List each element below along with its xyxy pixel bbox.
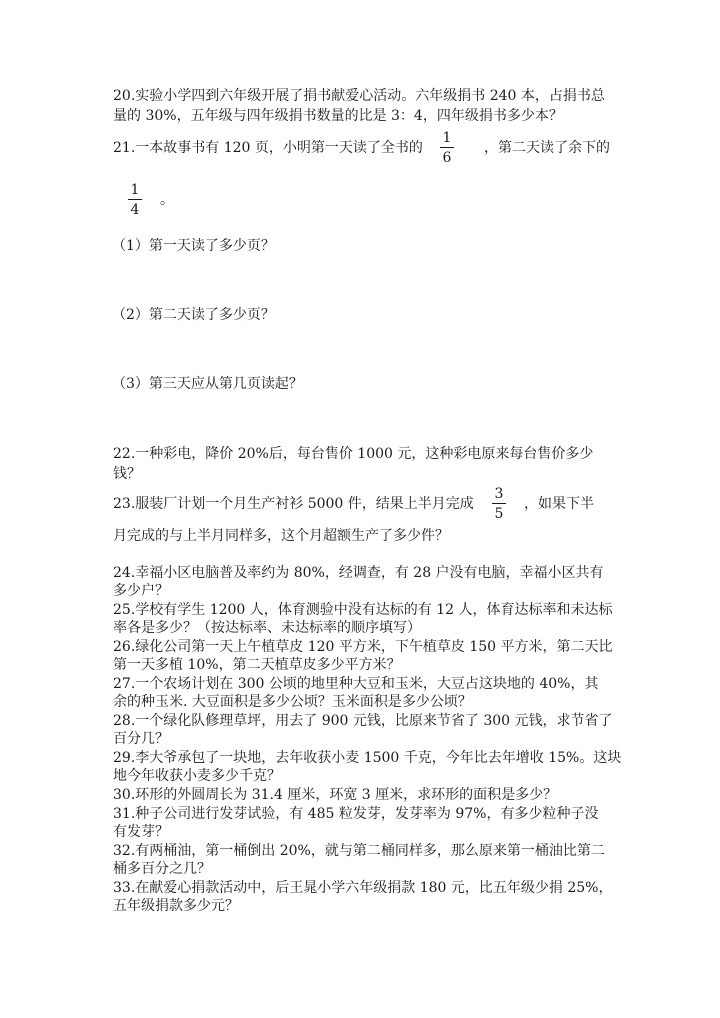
q28-line-1: 28.一个绿化队修理草坪，用去了 900 元钱，比原来节省了 300 元钱，求节省了 — [113, 713, 613, 729]
q20-line-2: 量的 30%，五年级与四年级捐书数量的比是 3：4，四年级捐书多少本？ — [113, 108, 563, 124]
q29-line-2: 地今年收获小麦多少千克？ — [113, 768, 281, 784]
q23-fraction-denominator: 5 — [494, 506, 504, 522]
q31-line-2: 有发芽？ — [113, 824, 169, 840]
fraction-bar — [492, 503, 506, 504]
q33-line-2: 五年级捐款多少元？ — [113, 898, 239, 914]
q22-line-2: 钱？ — [113, 466, 141, 482]
q24-line-1: 24.幸福小区电脑普及率约为 80%，经调查，有 28 户没有电脑，幸福小区共有 — [113, 565, 604, 581]
q21-fraction-1-denominator: 6 — [442, 150, 452, 166]
q21-fraction-2-denominator: 4 — [130, 202, 140, 218]
q23-fraction-numerator: 3 — [494, 486, 504, 502]
q28-line-2: 百分几？ — [113, 731, 169, 747]
q29-line-1: 29.李大爷承包了一块地，去年收获小麦 1500 千克，今年比去年增收 15%。这块 — [113, 750, 622, 766]
q23-line-2: 月完成的与上半月同样多，这个月超额生产了多少件？ — [113, 528, 449, 544]
q20-line-1: 20.实验小学四到六年级开展了捐书献爱心活动。六年级捐书 240 本，占捐书总 — [113, 88, 605, 104]
q21-subquestion-3: （3）第三天应从第几页读起？ — [112, 376, 303, 392]
q23-fraction — [492, 486, 506, 522]
q32-line-2: 桶多百分之几？ — [113, 861, 211, 877]
q26-line-1: 26.绿化公司第一天上午植草皮 120 平方米，下午植草皮 150 平方米，第二天比 — [113, 639, 613, 655]
q21-text-a: 21.一本故事书有 120 页，小明第一天读了全书的 — [113, 140, 423, 156]
q25-line-2: 率各是多少？（按达标率、未达标率的顺序填写） — [113, 620, 421, 636]
q23-text-b: ，如果下半 — [524, 496, 594, 512]
q27-line-2: 余的种玉米. 大豆面积是多少公顷？玉米面积是多少公顷？ — [113, 694, 472, 710]
q21-text-b: ，第二天读了余下的 — [484, 140, 610, 156]
q21-subquestion-2: （2）第二天读了多少页？ — [112, 307, 275, 323]
q32-line-1: 32.有两桶油，第一桶倒出 20%，就与第二桶同样多，那么原来第一桶油比第二 — [113, 843, 605, 859]
q21-fraction-2-numerator: 1 — [130, 182, 140, 198]
q22-line-1: 22.一种彩电，降价 20%后，每台售价 1000 元，这种彩电原来每台售价多少 — [113, 446, 594, 462]
q21-fraction-2 — [128, 182, 142, 218]
q27-line-1: 27.一个农场计划在 300 公顷的地里种大豆和玉米，大豆占这块地的 40%，其 — [113, 676, 599, 692]
q33-line-1: 33.在献爱心捐款活动中，后王晁小学六年级捐款 180 元，比五年级少捐 25%， — [113, 880, 613, 896]
q25-line-1: 25.学校有学生 1200 人，体育测验中没有达标的有 12 人，体育达标率和未达标 — [113, 602, 613, 618]
q26-line-2: 第一天多植 10%，第二天植草皮多少平方米？ — [113, 657, 401, 673]
q24-line-2: 多少户？ — [113, 583, 169, 599]
q30-line-1: 30.环形的外圆周长为 31.4 厘米，环宽 3 厘米，求环形的面积是多少？ — [113, 787, 558, 803]
q21-fraction-1-numerator: 1 — [442, 130, 452, 146]
q31-line-1: 31.种子公司进行发芽试验，有 485 粒发芽，发芽率为 97%，有多少粒种子没 — [113, 806, 599, 822]
fraction-bar — [440, 147, 454, 148]
q23-text-a: 23.服装厂计划一个月生产衬衫 5000 件，结果上半月完成 — [113, 496, 474, 512]
q21-fraction-1 — [440, 130, 454, 166]
q21-subquestion-1: （1）第一天读了多少页？ — [112, 238, 275, 254]
fraction-bar — [128, 199, 142, 200]
q21-text-c: 。 — [160, 192, 174, 208]
